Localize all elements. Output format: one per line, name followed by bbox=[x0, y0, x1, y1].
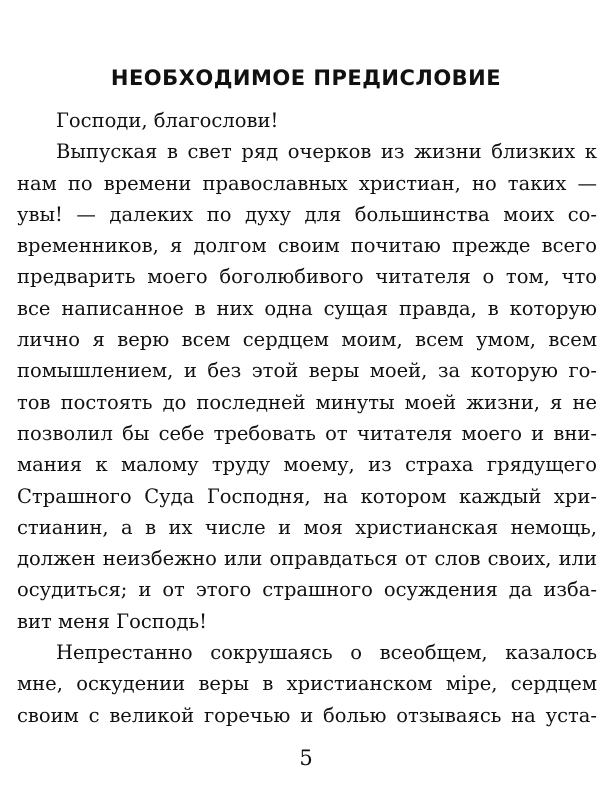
text-line: стианин, а в их числе и моя христианская немощь, bbox=[17, 515, 597, 539]
text-line: увы! — далеких по духу для большинства моих со- bbox=[17, 202, 597, 226]
text-line: позволил бы себе требовать от читателя моего и вни- bbox=[17, 421, 597, 445]
text-line: лично я верю всем сердцем моим, всем умом, всем bbox=[17, 328, 597, 352]
text-line: вит меня Господь! bbox=[17, 609, 207, 633]
page-title: НЕОБХОДИМОЕ ПРЕДИСЛОВИЕ bbox=[110, 66, 502, 90]
text-line: мания к малому труду моему, из страха грядущего bbox=[17, 453, 597, 477]
body-text bbox=[17, 105, 597, 731]
text-line: тов постоять до последней минуты моей жизни, я не bbox=[17, 390, 597, 414]
text-line: нам по времени православных христиан, но таких — bbox=[17, 171, 597, 195]
text-line: Выпуская в свет ряд очерков из жизни близких к bbox=[56, 140, 597, 164]
text-line: Страшного Суда Господня, на котором каждый хри- bbox=[17, 484, 597, 508]
text-line: мне, оскудении веры в христианском міре, сердцем bbox=[17, 672, 597, 696]
text-line: временников, я долгом своим почитаю прежде всего bbox=[17, 234, 597, 258]
page-number: 5 bbox=[299, 746, 313, 770]
text-line: своим с великой горечью и болью отзываясь на уста- bbox=[17, 703, 597, 727]
text-line: Непрестанно сокрушаясь о всеобщем, казалось bbox=[56, 641, 597, 665]
text-line: помышлением, и без этой веры моей, за которую го- bbox=[17, 359, 597, 383]
text-line: должен неизбежно или оправдаться от слов своих, или bbox=[17, 547, 597, 571]
text-line: все написанное в них одна сущая правда, в которую bbox=[17, 296, 597, 320]
text-line: осудиться; и от этого страшного осуждения да изба- bbox=[17, 578, 597, 602]
text-line: предварить моего боголюбивого читателя о том, что bbox=[17, 265, 597, 289]
text-line: Господи, благослови! bbox=[56, 109, 279, 132]
